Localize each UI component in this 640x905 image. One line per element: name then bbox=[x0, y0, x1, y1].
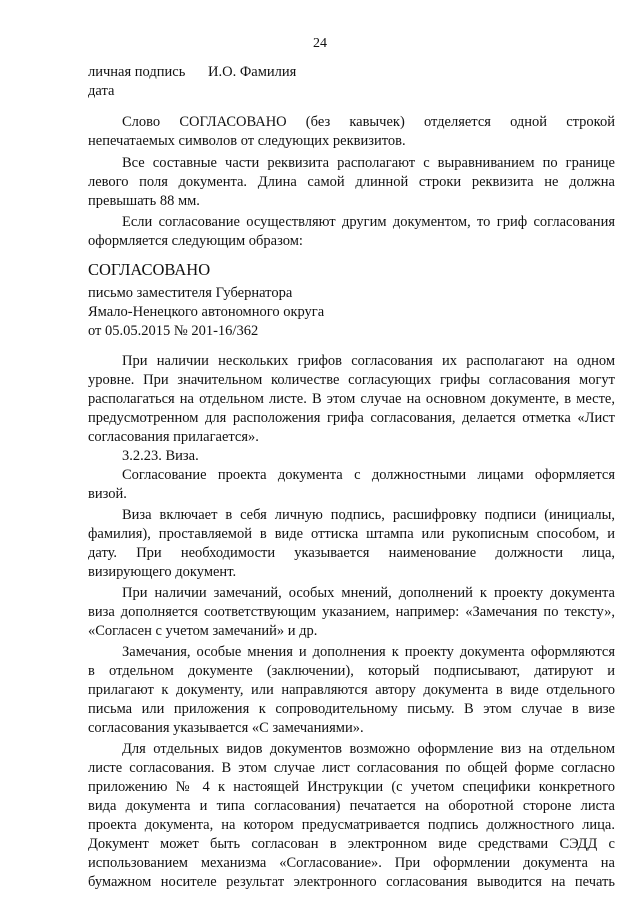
body-line: «Согласен с учетом замечаний» и др. bbox=[88, 623, 318, 639]
body-line: дату. При необходимости указывается наименование должности лица, bbox=[88, 545, 615, 561]
body-line: согласования указывается «С замечаниями». bbox=[88, 720, 364, 736]
body-line: При наличии нескольких грифов согласования их располагают на одном bbox=[122, 353, 615, 369]
body-line: Для отдельных видов документов возможно оформление виз на отдельном bbox=[122, 741, 615, 757]
body-line: вида документа и типа согласования) печатается на оборотной стороне листа bbox=[88, 798, 615, 814]
body-line: использованием механизма «Согласование». При оформлении документа на bbox=[88, 855, 615, 871]
body-line: в отдельном документе (заключении), который подписывают, датируют и bbox=[88, 663, 615, 679]
approval-line: Ямало-Ненецкого автономного округа bbox=[88, 304, 325, 320]
body-line: фамилия), проставляемой в виде оттиска штампа или рукописным способом, и bbox=[88, 526, 615, 542]
body-line: Документ может быть согласован в электронном виде средствами СЭДД с bbox=[88, 836, 615, 852]
date-label: дата bbox=[88, 83, 115, 99]
body-line: приложению № 4 к настоящей Инструкции (с учетом специфики конкретного bbox=[88, 779, 615, 795]
page-number: 24 bbox=[313, 36, 327, 51]
paragraph-line: левого поля документа. Длина самой длинной строки реквизита не должна bbox=[88, 174, 615, 190]
body-line: располагаться на отдельном листе. В этом случае на основном документе, в месте, bbox=[88, 391, 615, 407]
body-line: визой. bbox=[88, 486, 127, 502]
body-line: уровне. При значительном количестве согласующих грифы согласования могут bbox=[88, 372, 615, 388]
paragraph-line: Если согласование осуществляют другим документом, то гриф согласования bbox=[122, 214, 615, 230]
body-line: виза дополняется соответствующим указанием, например: «Замечания по тексту», bbox=[88, 604, 615, 620]
paragraph-line: превышать 88 мм. bbox=[88, 193, 200, 209]
approval-heading: СОГЛАСОВАНО bbox=[88, 260, 211, 279]
paragraph-line: оформляется следующим образом: bbox=[88, 233, 303, 249]
paragraph-line: Все составные части реквизита располагают с выравниванием по границе bbox=[122, 155, 615, 171]
body-line: При наличии замечаний, особых мнений, дополнений к проекту документа bbox=[122, 585, 615, 601]
body-line: прилагают к документу, или направляются автору документа в виде отдельного bbox=[88, 682, 615, 698]
body-line: согласования прилагается». bbox=[88, 429, 259, 445]
body-line: проекта документа, на котором предусматривается подпись должностного лица. bbox=[88, 817, 615, 833]
body-line: Замечания, особые мнения и дополнения к проекту документа оформляются bbox=[122, 644, 615, 660]
body-line: Согласование проекта документа с должностными лицами оформляется bbox=[122, 467, 615, 483]
body-line: предусмотренном для расположения грифа согласования, делается отметка «Лист bbox=[88, 410, 615, 426]
paragraph-line: Слово СОГЛАСОВАНО (без кавычек) отделяется одной строкой bbox=[122, 114, 615, 130]
body-line: Виза включает в себя личную подпись, расшифровку подписи (инициалы, bbox=[122, 507, 615, 523]
approval-line: письмо заместителя Губернатора bbox=[88, 285, 293, 301]
body-line: визирующего документ. bbox=[88, 564, 237, 580]
paragraph-line: непечатаемых символов от следующих реквизитов. bbox=[88, 133, 406, 149]
body-line: письма или приложения к сопроводительному письму. В этом случае в визе bbox=[88, 701, 615, 717]
section-heading: 3.2.23. Виза. bbox=[122, 448, 199, 464]
approval-line: от 05.05.2015 № 201-16/362 bbox=[88, 323, 259, 339]
body-line: листе согласования. В этом случае лист согласования по общей форме согласно bbox=[88, 760, 615, 776]
personal-signature-label: личная подпись bbox=[88, 64, 186, 80]
body-line: бумажном носителе результат электронного согласования выводится на печать bbox=[88, 874, 615, 890]
signer-name: И.О. Фамилия bbox=[208, 64, 297, 80]
